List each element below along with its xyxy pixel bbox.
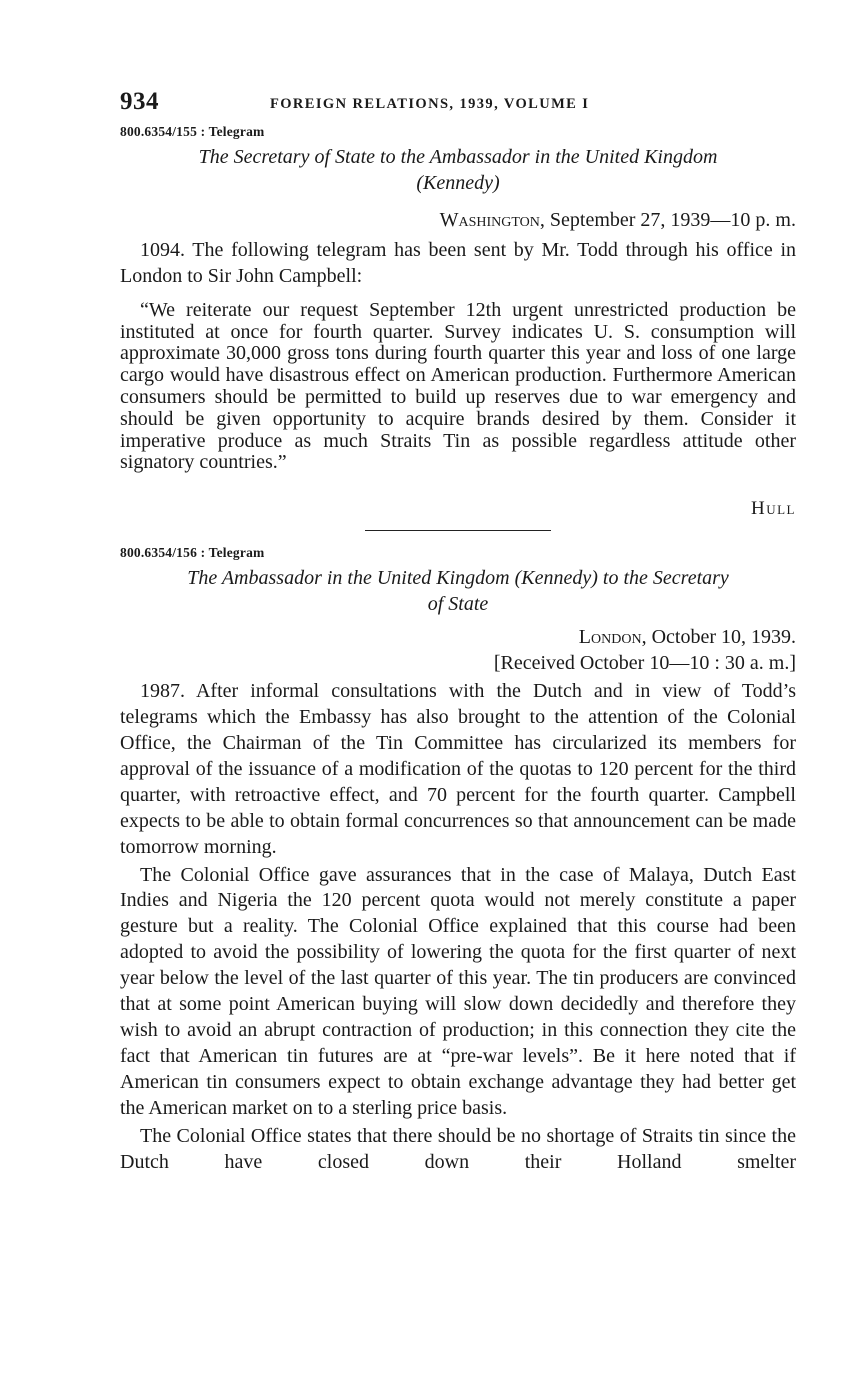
doc2-received: [Received October 10—10 : 30 a. m.] bbox=[493, 652, 796, 675]
doc1-intro-paragraph: 1094. The following telegram has been sent by Mr. Todd through his office in London to Sir John Campbell: bbox=[120, 239, 796, 287]
doc1-date: , September 27, 1939—10 p. m. bbox=[539, 209, 796, 231]
doc2-heading-line2: of State bbox=[427, 593, 489, 616]
page-number: 934 bbox=[120, 88, 159, 115]
doc1-place: Washington bbox=[439, 209, 540, 231]
doc1-file-reference: 800.6354/155 : Telegram bbox=[120, 124, 265, 139]
doc2-place: London bbox=[578, 626, 642, 649]
doc1-signature: Hull bbox=[751, 498, 796, 520]
doc1-dateline bbox=[120, 208, 796, 232]
section-divider bbox=[365, 530, 551, 531]
document-page bbox=[120, 88, 796, 1175]
running-head bbox=[120, 88, 796, 122]
doc1-quoted-telegram: “We reiterate our request September 12th urgent unrestricted production be instituted at once for fourth quarter. Survey indicates U. S. consumption will approximate 30,000 gross tons during fourth quarter this year and loss of one large cargo would have disastrous effect on American production. Furthermore American consumers should be permitted to build up reserves due to war emergency and should be given opportunity to acquire brands desired by them. Consider it imperative produce as much Straits Tin as possible regardless attitude other signatory countries.” bbox=[120, 298, 796, 474]
running-title: FOREIGN RELATIONS, 1939, VOLUME I bbox=[270, 96, 590, 112]
doc2-date: , October 10, 1939. bbox=[641, 626, 796, 649]
doc2-dateline bbox=[120, 625, 796, 649]
doc2-paragraph-2: The Colonial Office gave assurances that in the case of Malaya, Dutch East Indies and Nigeria the 120 percent quota would not merely constitute a paper gesture but a reality. The Colonial Office explained that this course had been adopted to avoid the possibility of lowering the quota for the first quarter of next year below the level of the last quarter of this year. The tin producers are convinced that at some point American buying will slow down decidedly and therefore they wish to avoid an abrupt contraction of production; in this connection they cite the fact that American tin futures are at “pre-war levels”. Be it here noted that if American tin consumers expect to obtain exchange advantage they had better get the American market on to a sterling price basis. bbox=[120, 863, 796, 1119]
doc2-paragraph-3: The Colonial Office states that there should be no shortage of Straits tin since the Dutch have closed down their Holland smelter bbox=[120, 1124, 796, 1173]
doc2-paragraph-1: 1987. After informal consultations with the Dutch and in view of Todd’s telegrams which the Embassy has also brought to the attention of the Colonial Office, the Chairman of the Tin Committee has circularized its members for approval of the issuance of a modification of the quotas to 120 percent for the third quarter, with retroactive effect, and 70 percent for the fourth quarter. Campbell expects to be able to obtain formal concurrences so that announcement can be made tomorrow morning. bbox=[120, 680, 796, 858]
doc2-heading-line1: The Ambassador in the United Kingdom (Kennedy) to the Secretary bbox=[187, 567, 729, 590]
doc1-heading-line2: (Kennedy) bbox=[416, 172, 500, 194]
doc2-file-reference: 800.6354/156 : Telegram bbox=[120, 545, 265, 561]
doc1-heading-line1: The Secretary of State to the Ambassador in the United Kingdom bbox=[198, 146, 718, 168]
